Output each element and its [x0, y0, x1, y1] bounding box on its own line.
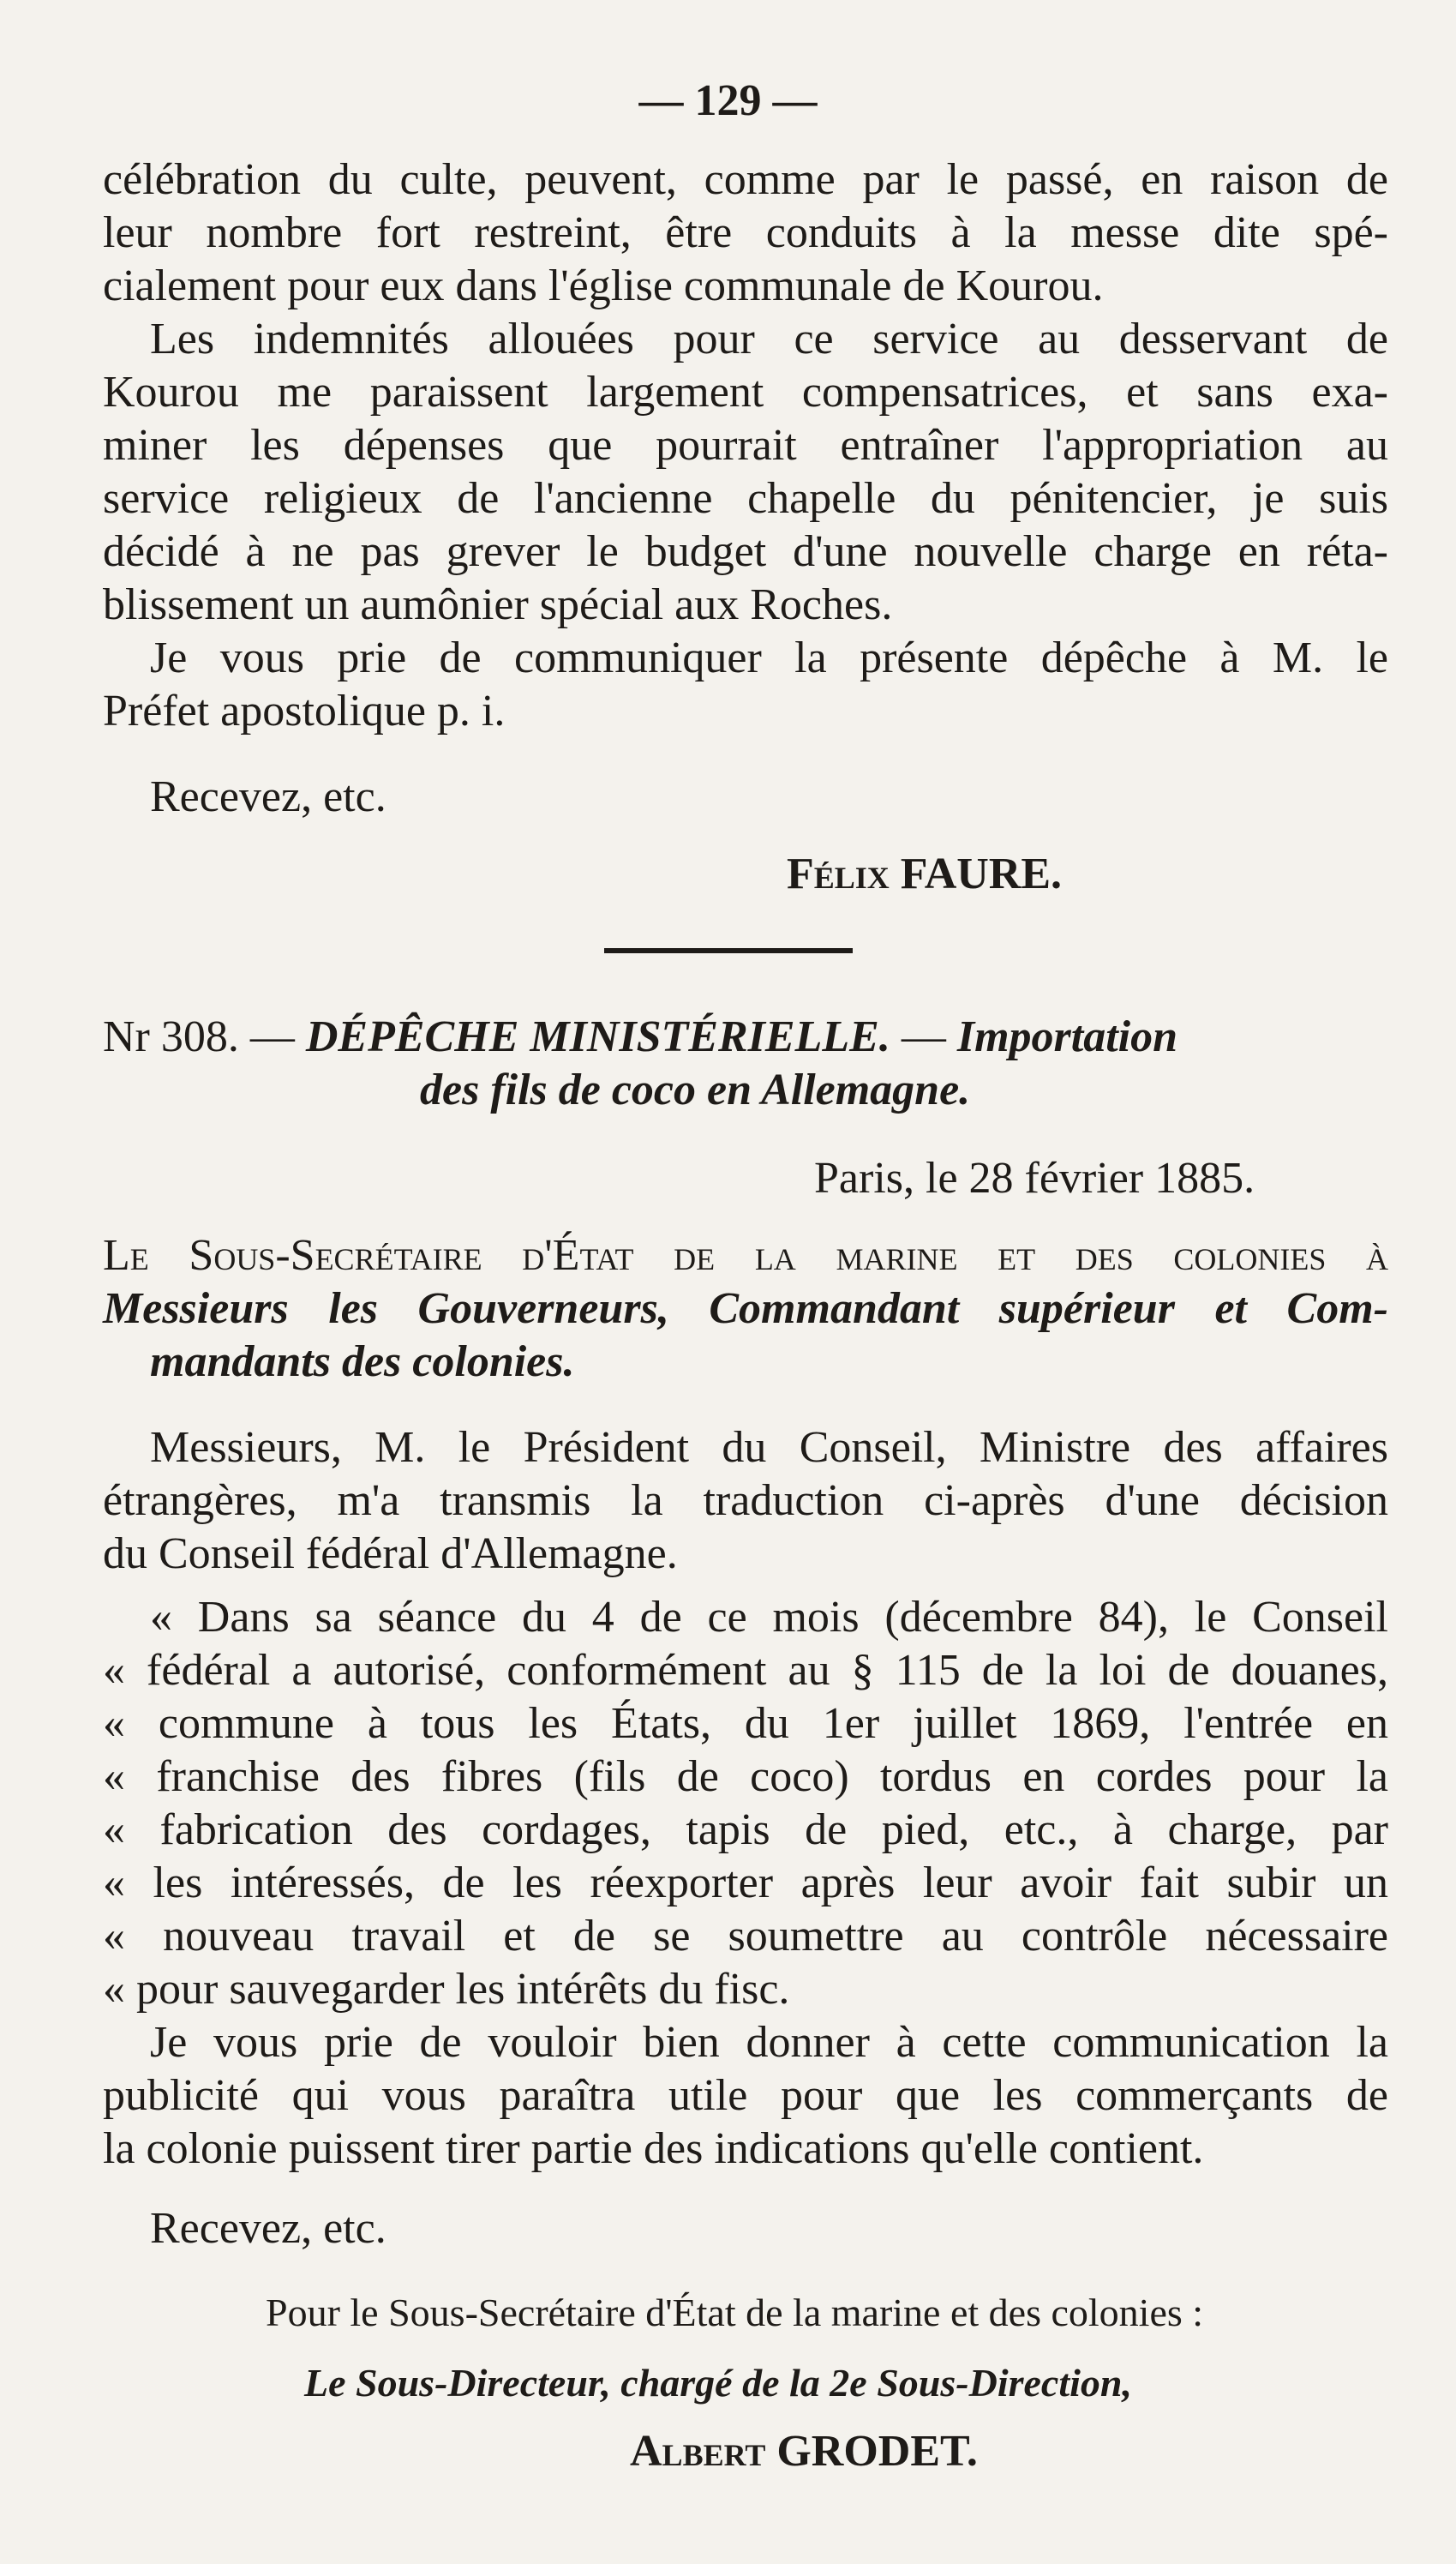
document-subject: Importation: [956, 1012, 1178, 1061]
heading-dash: —: [249, 1012, 295, 1061]
document-number: Nr 308.: [103, 1012, 239, 1061]
quote-line: « fabrication des cordages, tapis de pied, etc., à charge, par: [103, 1805, 1388, 1854]
text-line: célébration du culte, peuvent, comme par le passé, en raison de: [103, 155, 1388, 204]
quote-line: « les intéressés, de les réexporter après leur avoir fait subir un: [103, 1858, 1388, 1907]
text-line: miner les dépenses que pourrait entraîner l'appropriation au: [103, 421, 1388, 470]
text-line: Je vous prie de communiquer la présente dépêche à M. le: [150, 633, 1388, 682]
text-line: Les indemnités allouées pour ce service au desservant de: [150, 315, 1388, 363]
address-line: mandants des colonies.: [150, 1337, 575, 1386]
address-line: Messieurs les Gouverneurs, Commandant supérieur et Com-: [103, 1284, 1388, 1333]
quote-line: « Dans sa séance du 4 de ce mois (décembre 84), le Conseil: [150, 1593, 1388, 1642]
text-line: cialement pour eux dans l'église communale de Kourou.: [103, 261, 1104, 310]
quote-line: « franchise des fibres (fils de coco) tordus en cordes pour la: [103, 1752, 1388, 1801]
text-line: service religieux de l'ancienne chapelle du pénitencier, je suis: [103, 474, 1388, 523]
text-line: la colonie puissent tirer partie des indications qu'elle contient.: [103, 2124, 1204, 2173]
signature: Albert GRODET.: [630, 2427, 978, 2476]
signature: Félix FAURE.: [787, 850, 1063, 898]
signoff-line: Pour le Sous-Secrétaire d'État de la marine et des colonies :: [266, 2291, 1204, 2334]
closing-formula: Recevez, etc.: [150, 772, 386, 821]
quote-line: « commune à tous les États, du 1er juillet 1869, l'entrée en: [103, 1699, 1388, 1748]
text-line: du Conseil fédéral d'Allemagne.: [103, 1529, 678, 1578]
quote-line: « pour sauvegarder les intérêts du fisc.: [103, 1965, 790, 2014]
signoff-line: Le Sous-Directeur, chargé de la 2e Sous-Direction,: [304, 2361, 1132, 2405]
separator-rule: [604, 948, 853, 953]
text-line: blissement un aumônier spécial aux Roches.: [103, 580, 893, 629]
document-heading: [103, 1012, 1177, 1063]
text-line: Messieurs, M. le Président du Conseil, Ministre des affaires: [150, 1423, 1388, 1472]
text-line: Préfet apostolique p. i.: [103, 687, 506, 736]
text-line: Je vous prie de vouloir bien donner à cette communication la: [150, 2018, 1388, 2067]
closing-formula: Recevez, etc.: [150, 2204, 386, 2253]
text-line: publicité qui vous paraîtra utile pour que les commerçants de: [103, 2071, 1388, 2120]
text-line: Kourou me paraissent largement compensatrices, et sans exa-: [103, 368, 1388, 417]
document-subject-continued: des fils de coco en Allemagne.: [420, 1066, 971, 1114]
heading-dash: —: [901, 1012, 946, 1061]
dateline: Paris, le 28 février 1885.: [814, 1154, 1255, 1203]
address-line: Le Sous-Secrétaire d'État de la marine et des colonies à: [103, 1231, 1388, 1280]
text-line: étrangères, m'a transmis la traduction ci-après d'une décision: [103, 1476, 1388, 1525]
page-number: — 129 —: [638, 76, 818, 125]
text-line: leur nombre fort restreint, être conduits à la messe dite spé-: [103, 208, 1388, 257]
text-line: décidé à ne pas grever le budget d'une nouvelle charge en réta-: [103, 527, 1388, 576]
quote-line: « nouveau travail et de se soumettre au contrôle nécessaire: [103, 1912, 1388, 1961]
document-title: DÉPÊCHE MINISTÉRIELLE.: [305, 1012, 890, 1061]
quote-line: « fédéral a autorisé, conformément au § 115 de la loi de douanes,: [103, 1646, 1388, 1695]
